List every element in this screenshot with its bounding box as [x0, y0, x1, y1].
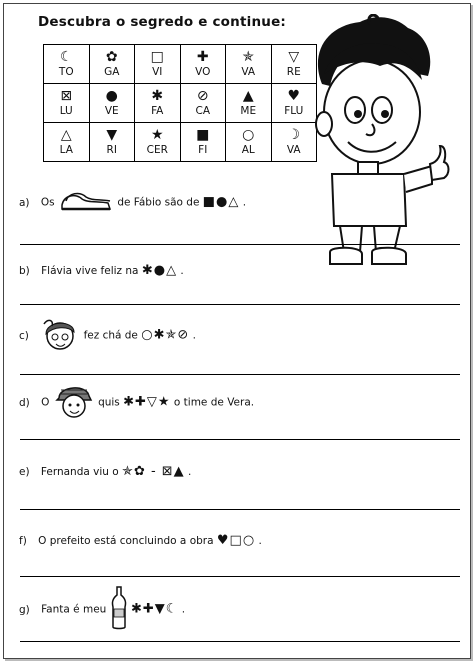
circle-slash-icon: ⊘ [196, 88, 209, 105]
answer-line[interactable] [20, 439, 460, 440]
shoes-icon [58, 189, 114, 216]
question-letter: c) [19, 329, 29, 342]
heart-icon: ♥ [287, 88, 301, 105]
question-text-before: Os [40, 196, 55, 209]
black-square-icon: ■ [196, 127, 210, 144]
syllable-label: FLU [284, 105, 304, 118]
syllable-label: RE [286, 66, 301, 79]
syllable-label: FI [198, 144, 208, 157]
code-cell [89, 123, 135, 162]
boy-illustration [300, 14, 450, 274]
question-text-end: o time de Vera. [173, 396, 255, 409]
question-d [19, 382, 254, 423]
code-cell [226, 84, 272, 123]
boxed-x-icon: ⊠ [60, 88, 73, 105]
answer-line[interactable] [20, 374, 460, 375]
code-table-row [44, 45, 317, 84]
plus-icon: ✚ [196, 49, 209, 66]
question-text-end: . [258, 535, 262, 547]
answer-line[interactable] [20, 641, 460, 642]
question-text-after: fez chá de [83, 329, 138, 342]
syllable-label: VI [152, 66, 163, 79]
code-cell [226, 45, 272, 84]
coded-word-icons: ✱✚▽★ [123, 394, 171, 410]
answer-line[interactable] [20, 304, 460, 305]
syllable-label: VA [241, 66, 256, 79]
question-text-end: . [181, 603, 186, 616]
code-cell [44, 84, 90, 123]
syllable-label: VE [104, 105, 119, 118]
syllable-label: FA [151, 105, 164, 118]
question-text-before: Fernanda viu o [40, 466, 119, 478]
black-triangle-down-icon: ▼ [106, 127, 118, 144]
black-star-icon: ★ [150, 127, 164, 144]
coded-word-icons: ♥□○ [216, 533, 256, 548]
question-text-end: . [192, 329, 196, 342]
code-table-row [44, 123, 317, 162]
syllable-label: VA [286, 144, 301, 157]
answer-line[interactable] [20, 509, 460, 510]
code-cell [89, 45, 135, 84]
coded-word-icons: ■●△ [202, 194, 240, 210]
syllable-label: ME [240, 105, 257, 118]
coded-word-icons: ✱●△ [141, 263, 178, 278]
triangle-up-outline-icon: △ [60, 127, 72, 144]
question-letter: b) [19, 265, 30, 277]
question-letter: f) [19, 535, 27, 547]
circle-outline-icon: ○ [242, 127, 255, 144]
crescent-right-icon: ☽ [287, 127, 301, 144]
code-cell [89, 84, 135, 123]
boy-cap-icon [53, 382, 95, 423]
syllable-label: AL [241, 144, 255, 157]
question-e [19, 464, 191, 479]
code-cell [180, 84, 226, 123]
question-b [19, 263, 184, 278]
girl-face-icon [40, 316, 80, 355]
question-text-before: O prefeito está concluindo a obra [38, 535, 214, 547]
syllable-label: LU [59, 105, 73, 118]
bottle-icon [110, 585, 128, 634]
triangle-down-outline-icon: ▽ [288, 49, 300, 66]
question-letter: d) [19, 396, 30, 409]
code-cell [135, 84, 181, 123]
coded-word-icons: ✱✚▼☾ [131, 601, 179, 617]
code-table-row [44, 84, 317, 123]
black-circle-icon: ● [105, 88, 118, 105]
syllable-label: CA [195, 105, 210, 118]
code-cell [180, 123, 226, 162]
question-f [19, 533, 262, 548]
answer-line[interactable] [20, 244, 460, 245]
question-g [19, 585, 185, 634]
code-cell [135, 45, 181, 84]
star-outline-icon: ✯ [242, 49, 255, 66]
syllable-label: TO [58, 66, 74, 79]
question-text-end: . [188, 466, 192, 478]
question-letter: a) [19, 196, 30, 209]
code-cell [226, 123, 272, 162]
question-text-end: . [180, 265, 184, 277]
question-text-before: O [41, 396, 50, 409]
question-a [19, 189, 246, 216]
question-text-end: . [242, 196, 247, 209]
crescent-moon-icon: ☾ [59, 49, 73, 66]
question-c [19, 316, 196, 355]
syllable-label: CER [146, 144, 168, 157]
worksheet-title: Descubra o segredo e continue: [38, 14, 287, 30]
black-triangle-up-icon: ▲ [242, 88, 254, 105]
question-text-after: de Fábio são de [117, 196, 200, 209]
code-cell [44, 123, 90, 162]
code-cell [135, 123, 181, 162]
question-text-before: Fanta é meu [41, 603, 107, 616]
flower-icon: ✿ [105, 49, 118, 66]
code-cell [180, 45, 226, 84]
square-icon: □ [150, 49, 164, 66]
coded-word-icons: ○✱✯⊘ [141, 327, 190, 343]
question-text-after: quis [98, 396, 120, 409]
question-letter: e) [19, 466, 30, 478]
answer-line[interactable] [20, 576, 460, 577]
syllable-label: GA [104, 66, 120, 79]
asterisk-icon: ✱ [151, 88, 164, 105]
question-text-before: Flávia vive feliz na [41, 265, 139, 277]
coded-word-icons: ✯✿ - ⊠▲ [122, 464, 185, 479]
code-table [43, 44, 317, 162]
syllable-label: LA [59, 144, 73, 157]
syllable-label: RI [106, 144, 117, 157]
syllable-label: VO [195, 66, 211, 79]
code-cell [44, 45, 90, 84]
question-letter: g) [19, 603, 30, 616]
